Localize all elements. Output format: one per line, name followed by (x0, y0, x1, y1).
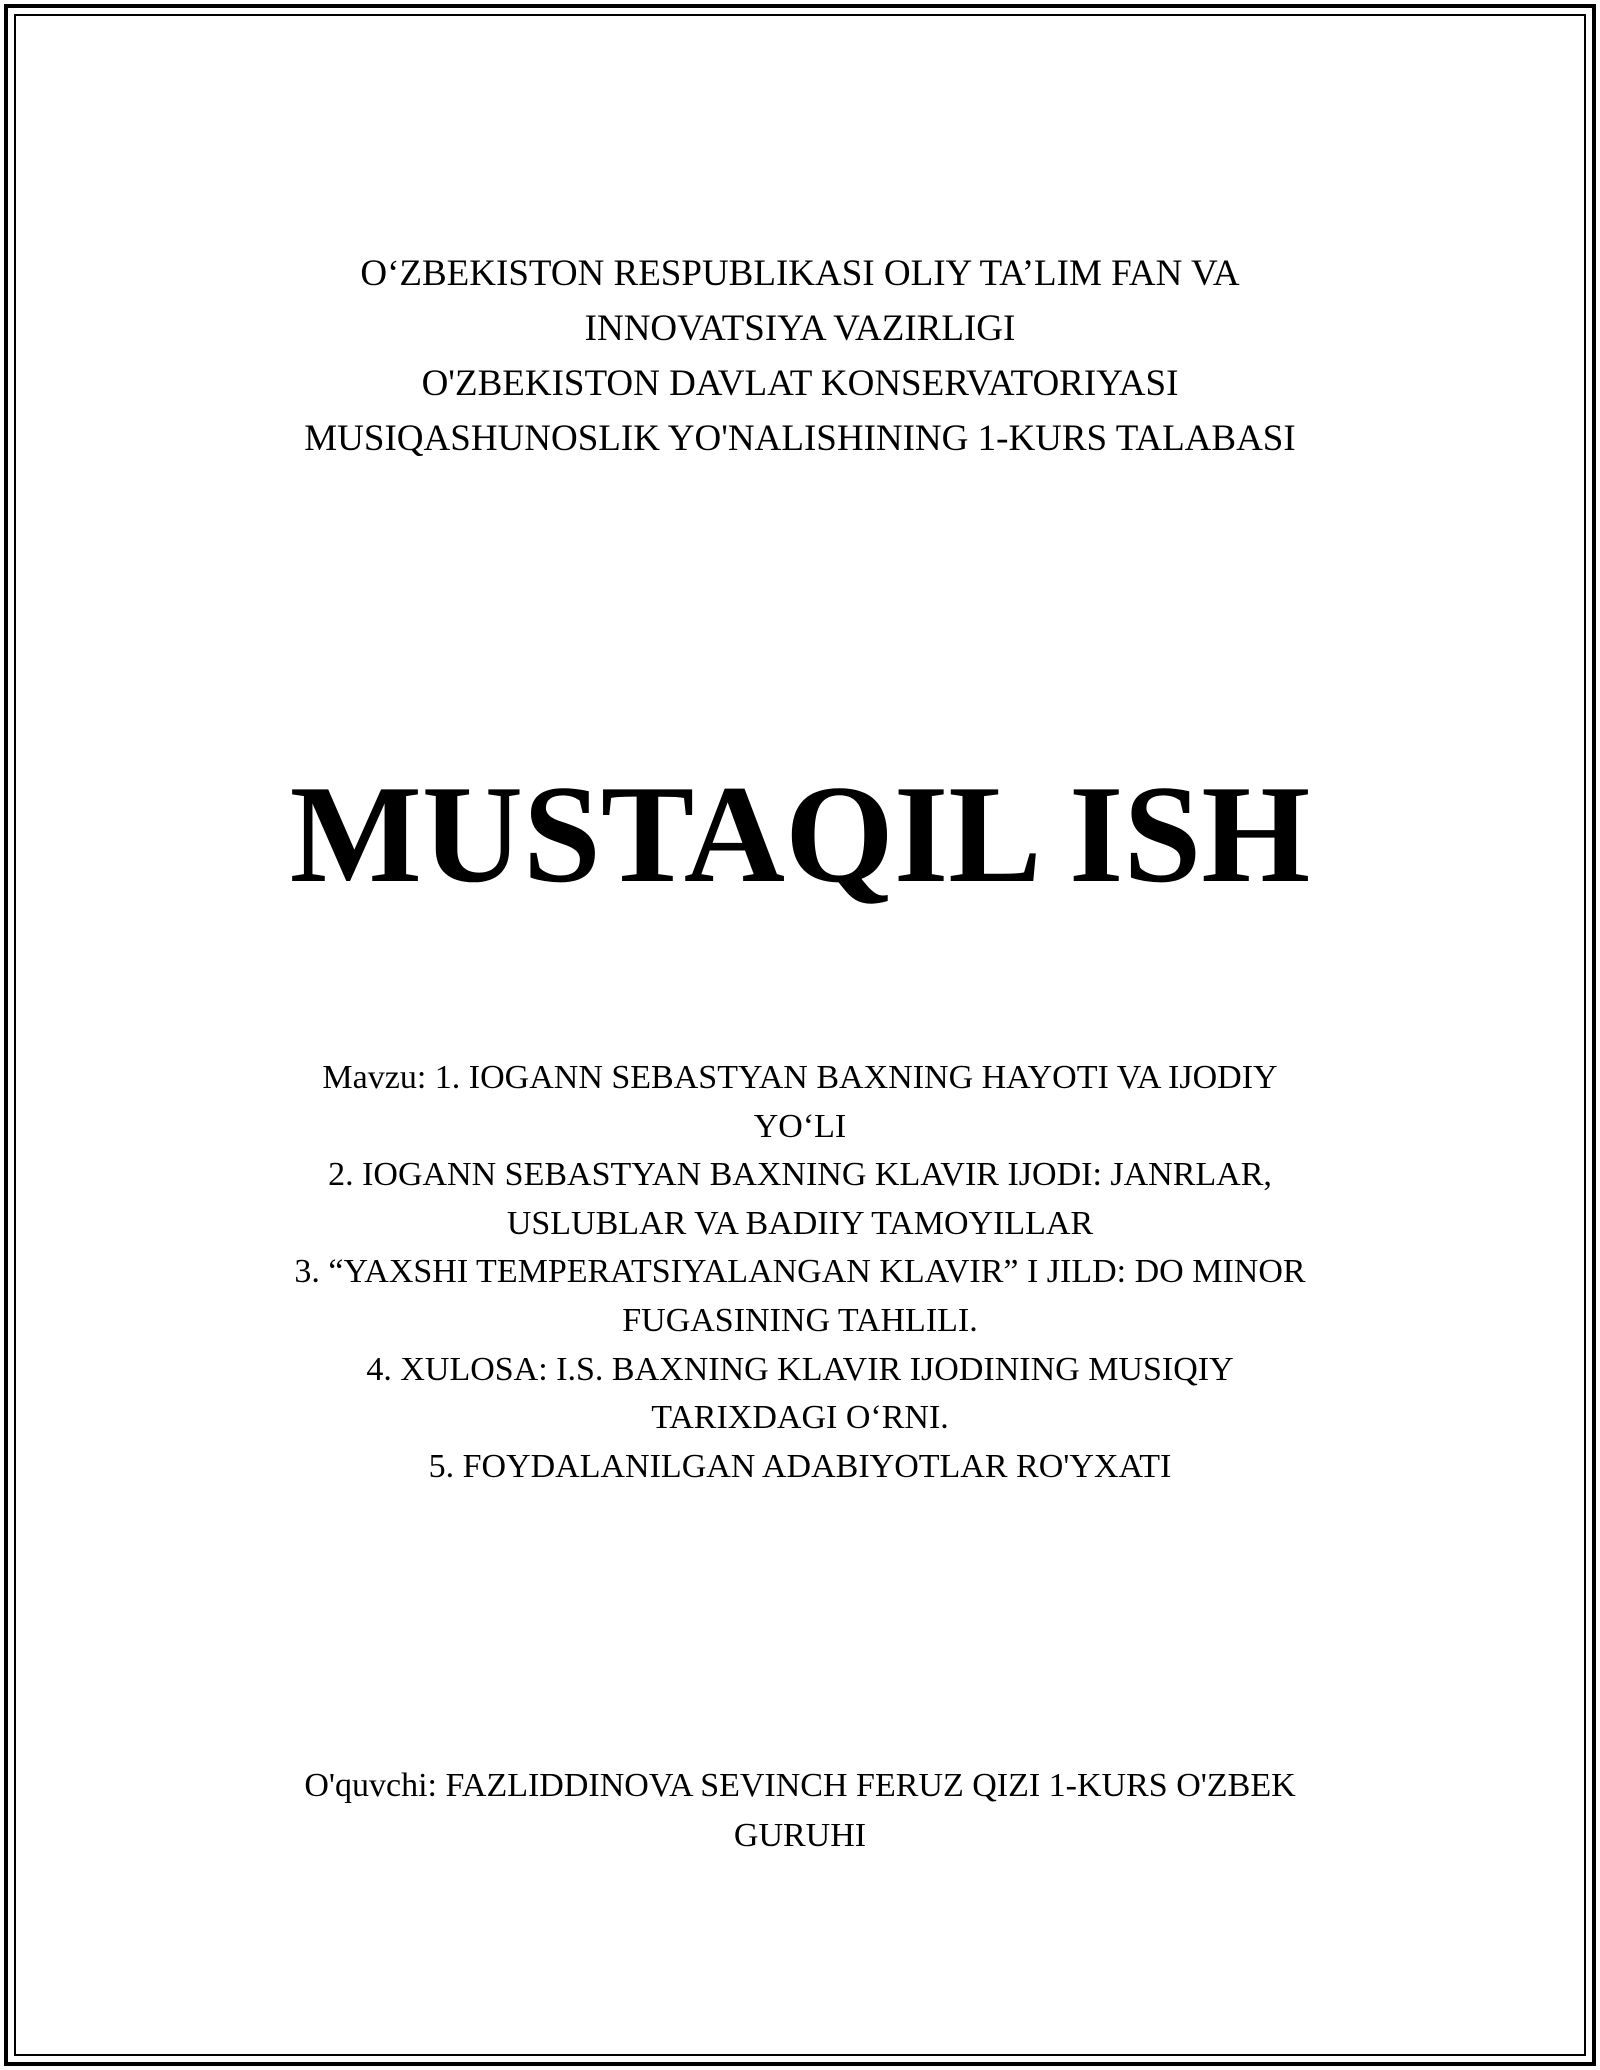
topic-line: USLUBLAR VA BADIIY TAMOYILLAR (506, 1204, 1094, 1242)
topics-section (0, 1054, 1600, 1491)
topic-line: 2. IOGANN SEBASTYAN BAXNING KLAVIR IJODI: JANRLAR, (328, 1156, 1272, 1194)
student-info (0, 1761, 1600, 1861)
topic-line: 5. FOYDALANILGAN ADABIYOTLAR RO'YXATI (428, 1447, 1172, 1485)
topic-line: Mavzu: 1. IOGANN SEBASTYAN BAXNING HAYOTI VA IJODIY (322, 1059, 1278, 1096)
document-title: MUSTAQIL ISH (289, 757, 1311, 912)
header-line-student-program: MUSIQASHUNOSLIK YO'NALISHINING 1-KURS TALABASI (304, 418, 1296, 459)
institution-header (0, 246, 1600, 466)
header-line-ministry-cont: INNOVATSIYA VAZIRLIGI (584, 308, 1016, 349)
topic-line: 4. XULOSA: I.S. BAXNING KLAVIR IJODINING MUSIQIY (366, 1350, 1234, 1388)
header-line-ministry: O‘ZBEKISTON RESPUBLIKASI OLIY TA’LIM FAN VA (360, 253, 1240, 294)
topic-line: YO‘LI (753, 1107, 847, 1145)
topic-line: TARIXDAGI O‘RNI. (651, 1399, 949, 1437)
header-line-conservatory: O'ZBEKISTON DAVLAT KONSERVATORIYASI (421, 363, 1179, 404)
topic-line: 3. “YAXSHI TEMPERATSIYALANGAN KLAVIR” I JILD: DO MINOR (294, 1253, 1306, 1291)
student-line: O'quvchi: FAZLIDDINOVA SEVINCH FERUZ QIZI 1-KURS O'ZBEK (304, 1767, 1296, 1804)
topic-line: FUGASINING TAHLILI. (622, 1301, 978, 1339)
student-line: GURUHI (733, 1817, 867, 1854)
